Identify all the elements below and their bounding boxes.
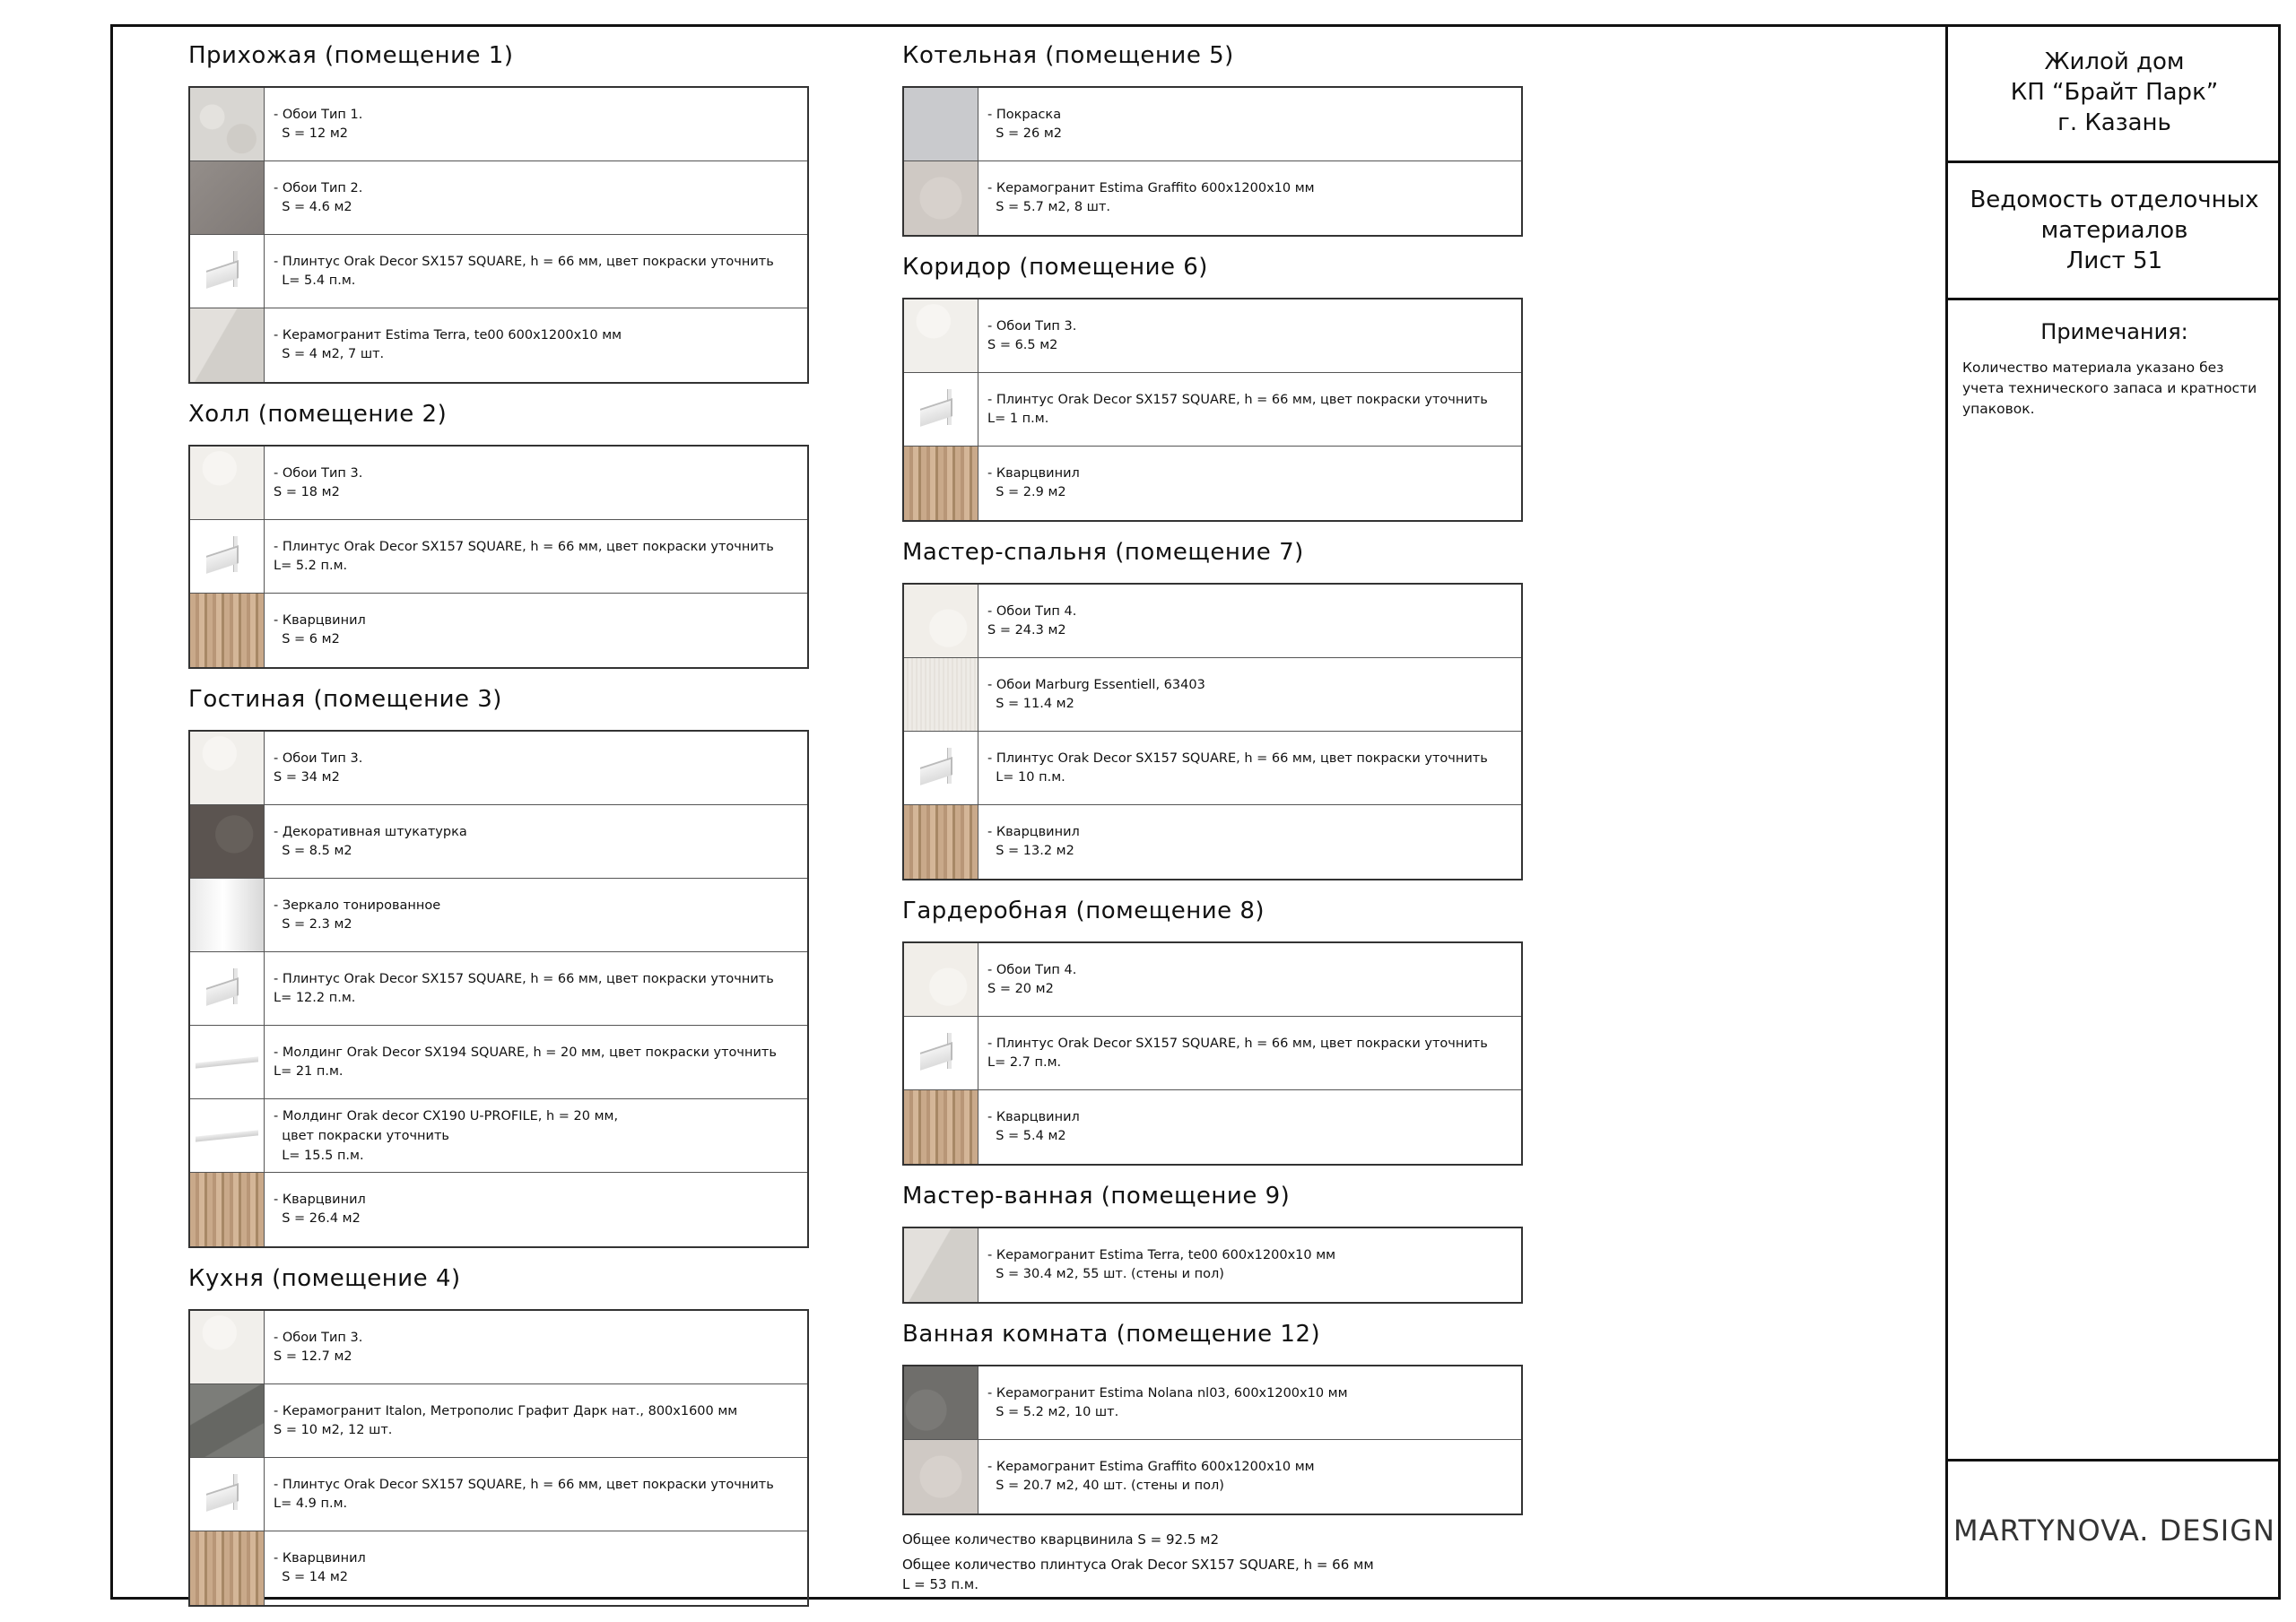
material-description: - Керамогранит Estima Terra, te00 600x1200x10 мм S = 4 м2, 7 шт.	[274, 328, 622, 361]
project-line: г. Казань	[2057, 109, 2171, 136]
material-swatch-quartz	[190, 1173, 265, 1246]
material-swatch-graffito	[904, 161, 978, 235]
material-description: - Керамогранит Estima Nolana nl03, 600x1200x10 мм S = 5.2 м2, 10 шт.	[987, 1385, 1348, 1419]
room-title: Кухня (помещение 4)	[188, 1265, 461, 1292]
notes-title: Примечания:	[2040, 319, 2188, 344]
material-description: - Плинтус Orak Decor SX157 SQUARE, h = 66 мм, цвет покраски уточнить L= 5.4 п.м.	[274, 254, 774, 288]
material-description: - Молдинг Orak decor CX190 U-PROFILE, h = 20 мм, цвет покраски уточнить L= 15.5 п.м.	[274, 1108, 619, 1163]
material-row	[904, 373, 1521, 447]
material-description: - Кварцвинил S = 26.4 м2	[274, 1193, 366, 1226]
materials-table	[902, 1227, 1523, 1304]
material-description: - Керамогранит Estima Graffito 600x1200x10 мм S = 5.7 м2, 8 шт.	[987, 181, 1315, 214]
material-description: - Покраска S = 26 м2	[987, 107, 1063, 141]
material-row	[190, 235, 807, 308]
room-title: Котельная (помещение 5)	[902, 42, 1234, 69]
material-description: - Кварцвинил S = 6 м2	[274, 613, 366, 646]
material-description: - Обои Тип 3. S = 34 м2	[274, 750, 363, 785]
rooms-column-middle	[902, 39, 1523, 1600]
material-swatch-molding	[190, 1026, 265, 1098]
rooms-column-left	[188, 39, 809, 1621]
material-swatch-nolana	[904, 1366, 978, 1439]
material-description: - Обои Тип 3. S = 18 м2	[274, 465, 363, 499]
material-row	[904, 805, 1521, 879]
title-block	[1945, 24, 2281, 1600]
sheet-line: Ведомость отделочных	[1970, 186, 2259, 213]
material-swatch-wall3	[190, 1311, 265, 1383]
material-row	[190, 879, 807, 952]
materials-table	[902, 583, 1523, 880]
material-swatch-terra	[190, 308, 265, 382]
material-description: - Обои Тип 4. S = 24.3 м2	[987, 603, 1077, 638]
materials-table	[902, 298, 1523, 522]
material-swatch-quartz	[904, 805, 978, 879]
material-row	[904, 732, 1521, 805]
material-description: - Плинтус Orak Decor SX157 SQUARE, h = 66 мм, цвет покраски уточнить L= 1 п.м.	[987, 392, 1488, 426]
material-description: - Плинтус Orak Decor SX157 SQUARE, h = 66 мм, цвет покраски уточнить L= 4.9 п.м.	[274, 1477, 774, 1511]
material-row	[904, 1366, 1521, 1440]
material-row	[190, 1531, 807, 1605]
material-swatch-wall3	[190, 447, 265, 519]
material-swatch-wall2	[190, 161, 265, 234]
notes-block	[1948, 300, 2281, 1482]
room-title: Гардеробная (помещение 8)	[902, 898, 1265, 924]
room-title: Гостиная (помещение 3)	[188, 686, 502, 713]
material-swatch-plinth	[904, 373, 978, 446]
material-row	[904, 943, 1521, 1017]
material-swatch-plinth	[190, 952, 265, 1025]
material-swatch-mirror	[190, 879, 265, 951]
material-swatch-quartz	[190, 1531, 265, 1605]
materials-table	[188, 86, 809, 384]
material-description: - Обои Тип 2. S = 4.6 м2	[274, 180, 363, 214]
materials-table	[188, 1309, 809, 1607]
material-description: - Кварцвинил S = 2.9 м2	[987, 466, 1080, 499]
material-row	[190, 161, 807, 235]
materials-table	[902, 941, 1523, 1166]
material-row	[904, 658, 1521, 732]
room-title: Холл (помещение 2)	[188, 401, 448, 428]
material-swatch-plinth	[190, 235, 265, 308]
material-swatch-plinth	[904, 1017, 978, 1089]
sheet-line: материалов	[2040, 217, 2188, 244]
material-row	[190, 447, 807, 520]
material-row	[190, 805, 807, 879]
material-row	[190, 594, 807, 667]
room-title: Мастер-ванная (помещение 9)	[902, 1183, 1291, 1210]
material-description: - Обои Тип 3. S = 6.5 м2	[987, 318, 1077, 352]
project-block	[1948, 24, 2281, 163]
material-swatch-marburg	[904, 658, 978, 731]
material-description: - Керамогранит Estima Graffito 600x1200x10 мм S = 20.7 м2, 40 шт. (стены и пол)	[987, 1460, 1315, 1493]
material-row	[190, 1311, 807, 1384]
material-swatch-graffito	[904, 1440, 978, 1514]
room-title: Коридор (помещение 6)	[902, 254, 1208, 281]
material-description: - Керамогранит Italon, Метрополис Графит Дарк нат., 800x1600 мм S = 10 м2, 12 шт.	[274, 1403, 738, 1437]
material-row	[190, 1458, 807, 1531]
material-swatch-plinth	[904, 732, 978, 804]
material-row	[190, 952, 807, 1026]
material-row	[904, 1440, 1521, 1514]
material-swatch-wall3	[190, 732, 265, 804]
material-description: - Обои Тип 1. S = 12 м2	[274, 107, 363, 141]
room-title: Мастер-спальня (помещение 7)	[902, 539, 1304, 566]
materials-table	[188, 445, 809, 669]
project-line: КП “Брайт Парк”	[2010, 79, 2219, 106]
material-swatch-wall4	[904, 585, 978, 657]
brand-logo-text: MARTYNOVA. DESIGN	[1948, 1459, 2281, 1600]
room-title: Прихожая (помещение 1)	[188, 42, 514, 69]
material-row	[904, 1090, 1521, 1164]
material-swatch-wall4	[904, 943, 978, 1016]
material-description: - Обои Тип 4. S = 20 м2	[987, 962, 1077, 996]
material-description: - Плинтус Orak Decor SX157 SQUARE, h = 66 мм, цвет покраски уточнить L= 2.7 п.м.	[987, 1036, 1488, 1070]
material-description: - Кварцвинил S = 14 м2	[274, 1551, 366, 1584]
material-row	[904, 161, 1521, 235]
material-swatch-terra	[904, 1228, 978, 1302]
material-description: - Плинтус Orak Decor SX157 SQUARE, h = 66 мм, цвет покраски уточнить L= 12.2 п.м.	[274, 971, 774, 1005]
material-row	[904, 1228, 1521, 1302]
material-row	[904, 585, 1521, 658]
material-description: - Обои Тип 3. S = 12.7 м2	[274, 1330, 363, 1364]
material-description: - Кварцвинил S = 5.4 м2	[987, 1110, 1080, 1143]
total-line: Общее количество плинтуса Orak Decor SX157 SQUARE, h = 66 мм L = 53 п.м.	[902, 1557, 1374, 1592]
material-swatch-molding	[190, 1099, 265, 1172]
materials-table	[188, 730, 809, 1248]
material-row	[190, 732, 807, 805]
material-swatch-quartz	[904, 447, 978, 520]
material-description: - Керамогранит Estima Terra, te00 600x1200x10 мм S = 30.4 м2, 55 шт. (стены и пол)	[987, 1248, 1336, 1281]
material-swatch-stucco	[190, 805, 265, 878]
material-row	[904, 299, 1521, 373]
materials-table	[902, 1365, 1523, 1515]
material-description: - Декоративная штукатурка S = 8.5 м2	[274, 824, 467, 858]
material-swatch-paint	[904, 88, 978, 160]
project-line: Жилой дом	[2044, 48, 2185, 75]
material-swatch-wall1	[190, 88, 265, 160]
materials-table	[902, 86, 1523, 237]
material-swatch-plinth	[190, 520, 265, 593]
material-swatch-italon	[190, 1384, 265, 1457]
material-description: - Плинтус Orak Decor SX157 SQUARE, h = 66 мм, цвет покраски уточнить L= 10 п.м.	[987, 750, 1488, 785]
material-row	[190, 1173, 807, 1246]
material-description: - Зеркало тонированное S = 2.3 м2	[274, 898, 441, 932]
material-description: - Молдинг Orak Decor SX194 SQUARE, h = 20 мм, цвет покраски уточнить L= 21 п.м.	[274, 1045, 777, 1079]
material-row	[904, 1017, 1521, 1090]
sheet-block	[1948, 163, 2281, 300]
material-swatch-wall3	[904, 299, 978, 372]
total-line: Общее количество кварцвинила S = 92.5 м2	[902, 1531, 1220, 1548]
notes-text: Количество материала указано без учета технического запаса и кратности упаковок.	[1962, 360, 2257, 417]
material-row	[904, 88, 1521, 161]
material-row	[904, 447, 1521, 520]
material-row	[190, 308, 807, 382]
material-description: - Плинтус Orak Decor SX157 SQUARE, h = 66 мм, цвет покраски уточнить L= 5.2 п.м.	[274, 539, 774, 573]
material-description: - Кварцвинил S = 13.2 м2	[987, 825, 1080, 858]
material-row	[190, 520, 807, 594]
material-swatch-quartz	[190, 594, 265, 667]
totals-block	[902, 1530, 1523, 1594]
sheet-number: Лист 51	[2066, 247, 2163, 274]
room-title: Ванная комната (помещение 12)	[902, 1321, 1321, 1348]
material-description: - Обои Marburg Essentiell, 63403 S = 11.4 м2	[987, 677, 1205, 711]
material-swatch-quartz	[904, 1090, 978, 1164]
material-swatch-plinth	[190, 1458, 265, 1531]
material-row	[190, 1384, 807, 1458]
material-row	[190, 1026, 807, 1099]
material-row	[190, 1099, 807, 1173]
material-row	[190, 88, 807, 161]
